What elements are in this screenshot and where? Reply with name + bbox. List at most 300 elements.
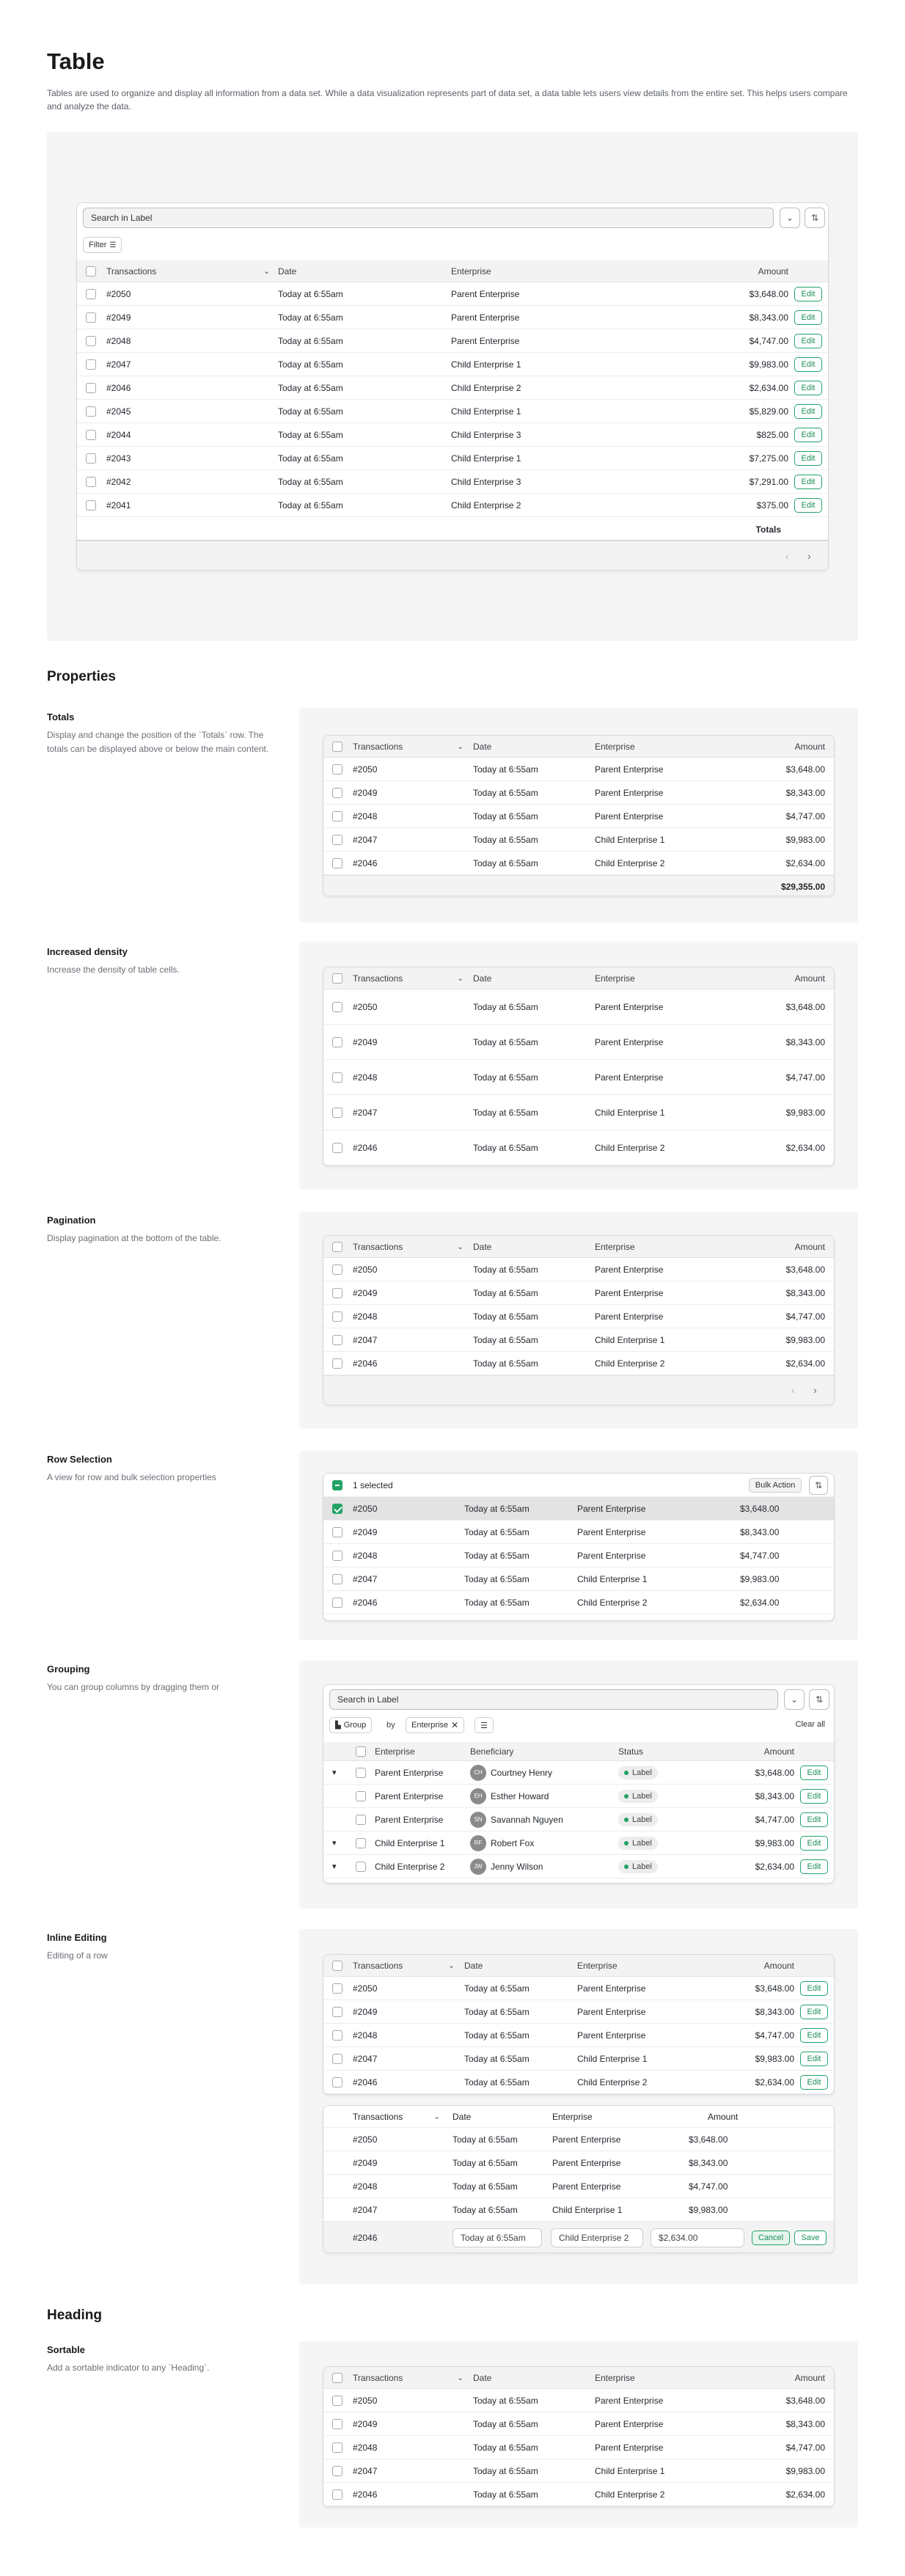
row-checkbox[interactable]	[332, 1288, 342, 1298]
enterprise-input[interactable]: Child Enterprise 2	[551, 2228, 643, 2247]
status-label: Label	[632, 1838, 652, 1848]
enterprise-cell: Child Enterprise 2	[451, 382, 521, 393]
grouping-header	[323, 1742, 834, 1761]
date-cell: Today at 6:55am	[473, 1072, 538, 1083]
header-enterprise[interactable]: Enterprise	[577, 1960, 618, 1971]
amount-cell: $4,747.00	[785, 1072, 825, 1083]
table-row[interactable]	[323, 2459, 834, 2483]
date-cell: Today at 6:55am	[473, 1107, 538, 1118]
chevron-left-icon[interactable]: ‹	[785, 550, 789, 562]
heading-heading: Heading	[47, 2308, 102, 2323]
sort-chevron-icon[interactable]: ⌄	[457, 974, 464, 983]
edit-button[interactable]: Edit	[800, 1859, 828, 1874]
row-checkbox[interactable]	[332, 1265, 342, 1275]
table-row[interactable]	[323, 758, 834, 781]
row-checkbox[interactable]	[86, 312, 96, 323]
chevron-down-icon[interactable]: ⌄	[784, 1689, 805, 1710]
table-row[interactable]	[323, 2175, 834, 2198]
edit-button[interactable]: Edit	[794, 357, 822, 372]
row-checkbox[interactable]	[356, 1838, 366, 1848]
table-row[interactable]	[77, 423, 828, 447]
status-badge	[618, 1813, 658, 1826]
date-cell: Today at 6:55am	[464, 1503, 530, 1514]
filter-label: Filter	[89, 241, 107, 249]
amount-cell: $4,747.00	[740, 1550, 780, 1561]
bulk-action-button[interactable]: Bulk Action	[749, 1478, 802, 1493]
amount-cell: $2,634.00	[740, 1597, 780, 1608]
table-row[interactable]	[323, 2000, 834, 2024]
amount-cell: $3,648.00	[755, 1983, 794, 1994]
row-checkbox[interactable]	[356, 1815, 366, 1825]
cancel-button[interactable]: Cancel	[752, 2231, 790, 2245]
enterprise-cell: Child Enterprise 1	[451, 453, 521, 464]
group-row[interactable]	[323, 1808, 834, 1832]
date-cell: Today at 6:55am	[452, 2181, 518, 2192]
row-checkbox[interactable]	[332, 1551, 342, 1561]
date-cell: Today at 6:55am	[278, 476, 343, 487]
row-checkbox[interactable]	[356, 1791, 366, 1801]
table-row[interactable]	[323, 805, 834, 828]
save-button[interactable]: Save	[794, 2231, 827, 2245]
hero-table	[76, 202, 829, 571]
row-checkbox[interactable]	[86, 359, 96, 370]
amount-cell: $4,747.00	[755, 2030, 794, 2041]
select-all-checkbox[interactable]	[86, 266, 96, 277]
table-row[interactable]	[77, 306, 828, 329]
transaction-id: #2049	[106, 312, 131, 323]
expand-chevron-icon[interactable]: ▾	[332, 1862, 337, 1871]
header-date[interactable]: Date	[473, 1241, 492, 1252]
row-checkbox[interactable]	[332, 1598, 342, 1608]
table-row[interactable]	[323, 1305, 834, 1328]
date-cell: Today at 6:55am	[473, 787, 538, 798]
totals-row	[323, 875, 834, 896]
enterprise-cell: Parent Enterprise	[595, 1287, 664, 1298]
transaction-id: #2048	[353, 1072, 378, 1083]
date-cell: Today at 6:55am	[278, 359, 343, 370]
table-row[interactable]	[323, 1521, 834, 1544]
edit-button[interactable]: Edit	[800, 1981, 828, 1996]
group-row[interactable]	[323, 1855, 834, 1878]
transaction-id: #2049	[353, 1287, 378, 1298]
amount-cell: $9,983.00	[785, 2465, 825, 2476]
header-date[interactable]: Date	[278, 266, 297, 277]
transaction-id: #2049	[353, 2157, 378, 2168]
row-checkbox[interactable]	[332, 2007, 342, 2017]
header-transactions[interactable]: Transactions	[353, 2111, 403, 2122]
edit-button[interactable]: Edit	[794, 381, 822, 395]
transaction-id: #2047	[353, 1573, 378, 1584]
table-row[interactable]	[77, 470, 828, 494]
date-cell: Today at 6:55am	[473, 1358, 538, 1369]
transaction-id: #2046	[353, 2489, 378, 2500]
chevron-right-icon[interactable]: ›	[813, 1384, 817, 1396]
date-cell: Today at 6:55am	[473, 1036, 538, 1047]
header-amount[interactable]: Amount	[794, 741, 825, 752]
edit-button[interactable]: Edit	[794, 428, 822, 442]
table-header	[323, 736, 834, 758]
header-transactions[interactable]: Transactions	[353, 973, 403, 984]
table-row[interactable]	[323, 828, 834, 852]
row-checkbox[interactable]	[86, 477, 96, 487]
row-checkbox[interactable]	[332, 2396, 342, 2406]
transaction-id: #2047	[353, 1107, 378, 1118]
header-transactions[interactable]: Transactions	[353, 1241, 403, 1252]
row-checkbox[interactable]	[332, 2443, 342, 2453]
header-amount[interactable]: Amount	[708, 2111, 739, 2122]
search-input[interactable]: Search in Label	[83, 208, 774, 228]
select-all-checkbox[interactable]	[356, 1746, 366, 1757]
amount-cell: $8,343.00	[785, 1287, 825, 1298]
transaction-id: #2046	[106, 382, 131, 393]
hero-preview	[47, 132, 858, 641]
enterprise-cell: Child Enterprise 1	[451, 359, 521, 370]
density-description: Increase the density of table cells.	[47, 965, 180, 975]
selected-count: 1 selected	[353, 1479, 393, 1490]
sort-toggle-icon[interactable]: ⇅	[809, 1476, 828, 1495]
amount-cell: $4,747.00	[785, 1311, 825, 1322]
clear-all-link[interactable]: Clear all	[795, 1720, 825, 1729]
edit-button[interactable]: Edit	[794, 334, 822, 348]
properties-heading: Properties	[47, 669, 116, 684]
header-amount[interactable]: Amount	[763, 1960, 794, 1971]
table-row[interactable]	[323, 2071, 834, 2094]
table-row[interactable]	[323, 2389, 834, 2412]
amount-cell: $9,983.00	[785, 834, 825, 845]
table-row[interactable]	[323, 1281, 834, 1305]
edit-button[interactable]: Edit	[800, 1836, 828, 1851]
date-cell: Today at 6:55am	[473, 1334, 538, 1345]
header-enterprise[interactable]: Enterprise	[595, 2372, 635, 2383]
grouping-search-input[interactable]: Search in Label	[329, 1689, 778, 1710]
row-checkbox[interactable]	[356, 1862, 366, 1872]
enterprise-cell: Parent Enterprise	[552, 2134, 621, 2145]
sort-toggle-icon[interactable]: ⇅	[809, 1689, 829, 1710]
avatar: EH	[470, 1788, 486, 1804]
transaction-id: #2050	[353, 1503, 378, 1514]
transaction-id: #2044	[106, 429, 131, 440]
enterprise-cell: Parent Enterprise	[451, 335, 520, 346]
table-row[interactable]	[77, 353, 828, 376]
table-row[interactable]	[77, 494, 828, 517]
row-checkbox[interactable]	[332, 2419, 342, 2429]
header-enterprise[interactable]: Enterprise	[595, 1241, 635, 1252]
amount-cell: $3,648.00	[785, 1264, 825, 1275]
transaction-id: #2047	[353, 2053, 378, 2064]
density-title: Increased density	[47, 946, 128, 957]
row-checkbox[interactable]	[332, 1143, 342, 1153]
amount-cell: $2,634.00	[785, 1358, 825, 1369]
header-date[interactable]: Date	[464, 1960, 483, 1971]
table-row[interactable]	[323, 989, 834, 1025]
row-checkbox[interactable]	[86, 383, 96, 393]
row-checkbox[interactable]	[332, 764, 342, 775]
avatar: SN	[470, 1812, 486, 1828]
row-checkbox[interactable]	[86, 500, 96, 511]
grouping-panel	[299, 1661, 858, 1909]
transaction-id: #2046	[353, 2232, 378, 2243]
table-row[interactable]	[323, 1328, 834, 1352]
date-cell: Today at 6:55am	[452, 2134, 518, 2145]
sort-chevron-icon[interactable]: ⌄	[433, 2112, 441, 2121]
table-row[interactable]	[323, 1567, 834, 1591]
status-label: Label	[632, 1791, 652, 1801]
expand-chevron-icon[interactable]: ▾	[332, 1768, 337, 1777]
sortable-table	[323, 2366, 835, 2507]
amount-cell: $8,343.00	[785, 787, 825, 798]
table-row[interactable]	[323, 1060, 834, 1095]
inline-description: Editing of a row	[47, 1950, 108, 1961]
table-row[interactable]	[77, 447, 828, 470]
enterprise-cell: Child Enterprise 2	[595, 857, 665, 868]
edit-button[interactable]: Edit	[794, 475, 822, 489]
row-checkbox[interactable]	[332, 1072, 342, 1083]
sort-chevron-icon[interactable]: ⌄	[457, 742, 464, 751]
header-enterprise[interactable]: Enterprise	[552, 2111, 593, 2122]
date-cell: Today at 6:55am	[464, 2053, 530, 2064]
chevron-right-icon[interactable]: ›	[807, 550, 811, 562]
enterprise-cell: Child Enterprise 1	[595, 1107, 665, 1118]
enterprise-cell: Parent Enterprise	[577, 2006, 646, 2017]
header-transactions[interactable]: Transactions	[106, 266, 157, 277]
row-checkbox[interactable]	[332, 1037, 342, 1047]
date-input[interactable]: Today at 6:55am	[452, 2228, 542, 2247]
row-checkbox[interactable]	[86, 336, 96, 346]
row-checkbox[interactable]	[86, 289, 96, 299]
table-row[interactable]	[323, 781, 834, 805]
table-row[interactable]	[323, 1591, 834, 1614]
table-row[interactable]	[323, 1130, 834, 1166]
close-icon[interactable]: ✕	[451, 1720, 459, 1730]
enterprise-cell: Parent Enterprise	[595, 1264, 664, 1275]
edit-button[interactable]: Edit	[794, 451, 822, 466]
enterprise-cell: Parent Enterprise	[451, 288, 520, 299]
amount-cell: $4,747.00	[749, 335, 788, 346]
enterprise-cell: Child Enterprise 1	[577, 2053, 648, 2064]
sort-chevron-icon[interactable]: ⌄	[457, 2374, 464, 2382]
row-checkbox[interactable]	[332, 811, 342, 822]
edit-button[interactable]: Edit	[794, 310, 822, 325]
select-all-checkbox[interactable]	[332, 1242, 342, 1252]
row-checkbox[interactable]	[332, 835, 342, 845]
pagination-title: Pagination	[47, 1215, 96, 1226]
edit-button[interactable]: Edit	[800, 1789, 828, 1804]
grouping-title: Grouping	[47, 1664, 90, 1675]
table-row[interactable]	[323, 2024, 834, 2047]
row-checkbox[interactable]	[332, 1527, 342, 1537]
sort-chevron-icon[interactable]: ⌄	[448, 1961, 455, 1970]
filter-icon: ☰	[109, 241, 117, 249]
row-checkbox[interactable]	[332, 2466, 342, 2476]
row-checkbox[interactable]	[332, 1574, 342, 1584]
table-row[interactable]	[323, 1544, 834, 1567]
amount-cell: $3,648.00	[785, 2395, 825, 2406]
status-cell	[618, 1808, 658, 1831]
edit-button[interactable]: Edit	[800, 1765, 828, 1780]
select-all-checkbox[interactable]	[332, 1961, 342, 1971]
pagination-description: Display pagination at the bottom of the table.	[47, 1233, 221, 1243]
status-cell	[618, 1785, 658, 1807]
header-enterprise[interactable]: Enterprise	[451, 266, 491, 277]
table-row[interactable]	[77, 329, 828, 353]
transaction-id: #2047	[353, 1334, 378, 1345]
table-row[interactable]	[323, 2436, 834, 2459]
table-row[interactable]	[323, 2198, 834, 2222]
enterprise-cell: Child Enterprise 2	[375, 1861, 445, 1872]
amount-cell: $9,983.00	[785, 1334, 825, 1345]
date-cell: Today at 6:55am	[464, 1526, 530, 1537]
select-all-checkbox[interactable]	[332, 973, 342, 984]
table-row[interactable]	[77, 400, 828, 423]
amount-cell: $8,343.00	[755, 1790, 794, 1801]
header-amount[interactable]: Amount	[794, 2372, 825, 2383]
row-checkbox[interactable]	[332, 1358, 342, 1369]
row-checkbox[interactable]	[332, 2030, 342, 2041]
status-cell	[618, 1832, 658, 1854]
transaction-id: #2050	[353, 1001, 378, 1012]
row-checkbox[interactable]	[332, 1983, 342, 1994]
amount-cell: $7,275.00	[749, 453, 788, 464]
header-enterprise[interactable]: Enterprise	[595, 741, 635, 752]
transaction-id: #2048	[353, 2181, 378, 2192]
amount-cell: $8,343.00	[785, 1036, 825, 1047]
chevron-down-icon[interactable]: ⌄	[780, 208, 800, 228]
transaction-id: #2050	[353, 1983, 378, 1994]
group-bars-icon: ▙	[335, 1721, 341, 1730]
date-cell: Today at 6:55am	[278, 382, 343, 393]
amount-input[interactable]: $2,634.00	[651, 2228, 744, 2247]
enterprise-cell: Child Enterprise 2	[577, 2076, 648, 2087]
table-row[interactable]	[323, 1025, 834, 1060]
row-checkbox[interactable]	[332, 1504, 342, 1514]
enterprise-cell: Parent Enterprise	[595, 1311, 664, 1322]
edit-button[interactable]: Edit	[800, 2028, 828, 2043]
row-checkbox[interactable]	[332, 2077, 342, 2087]
amount-cell: $375.00	[756, 500, 788, 511]
amount-cell: $8,343.00	[749, 312, 788, 323]
header-enterprise[interactable]: Enterprise	[595, 973, 635, 984]
expand-chevron-icon[interactable]: ▾	[332, 1839, 337, 1848]
header-date[interactable]: Date	[452, 2111, 472, 2122]
group-row[interactable]	[323, 1761, 834, 1785]
status-badge	[618, 1766, 658, 1779]
header-amount[interactable]: Amount	[763, 1746, 794, 1757]
amount-cell: $9,983.00	[755, 1837, 794, 1848]
header-beneficiary[interactable]: Beneficiary	[470, 1746, 514, 1757]
header-date[interactable]: Date	[473, 973, 492, 984]
enterprise-cell: Parent Enterprise	[577, 2030, 646, 2041]
totals-value: $29,355.00	[780, 881, 825, 892]
table-row[interactable]	[323, 2483, 834, 2506]
table-row[interactable]	[323, 1258, 834, 1281]
table-row[interactable]	[323, 2128, 834, 2151]
edit-button[interactable]: Edit	[800, 2005, 828, 2019]
select-all-checkbox[interactable]	[332, 742, 342, 752]
enterprise-cell: Parent Enterprise	[595, 1072, 664, 1083]
table-row[interactable]	[323, 2151, 834, 2175]
table-header	[323, 1236, 834, 1258]
header-transactions[interactable]: Transactions	[353, 1960, 403, 1971]
chevron-left-icon[interactable]: ‹	[791, 1384, 795, 1396]
edit-button[interactable]: Edit	[794, 498, 822, 513]
filter-button[interactable]	[83, 237, 122, 253]
status-dot-icon	[624, 1818, 629, 1822]
row-checkbox[interactable]	[332, 1108, 342, 1118]
table-row[interactable]	[323, 1497, 834, 1521]
table-header	[323, 967, 834, 989]
sort-toggle-icon[interactable]: ⇅	[805, 208, 825, 228]
row-checkbox[interactable]	[86, 453, 96, 464]
row-checkbox[interactable]	[332, 1002, 342, 1012]
row-checkbox[interactable]	[356, 1768, 366, 1778]
header-amount[interactable]: Amount	[794, 1241, 825, 1252]
table-row[interactable]	[323, 1095, 834, 1130]
table-row[interactable]	[323, 1977, 834, 2000]
table-row[interactable]	[323, 1352, 834, 1375]
sort-chevron-icon[interactable]: ⌄	[263, 267, 271, 276]
enterprise-cell: Child Enterprise 1	[451, 406, 521, 417]
row-checkbox[interactable]	[86, 406, 96, 417]
table-row[interactable]	[323, 2412, 834, 2436]
row-checkbox[interactable]	[332, 788, 342, 798]
header-date[interactable]: Date	[473, 2372, 492, 2383]
header-amount[interactable]: Amount	[794, 973, 825, 984]
beneficiary-cell	[470, 1761, 552, 1784]
row-checkbox[interactable]	[332, 2489, 342, 2500]
filter-icon[interactable]: ☰	[475, 1717, 494, 1733]
edit-button[interactable]: Edit	[800, 1812, 828, 1827]
transaction-id: #2050	[353, 2395, 378, 2406]
edit-button[interactable]: Edit	[800, 2052, 828, 2066]
editing-row[interactable]	[323, 2222, 834, 2253]
edit-button[interactable]: Edit	[794, 287, 822, 301]
group-row[interactable]	[323, 1832, 834, 1855]
row-checkbox[interactable]	[86, 430, 96, 440]
table-row[interactable]	[77, 282, 828, 306]
enterprise-cell: Child Enterprise 2	[595, 1142, 665, 1153]
table-row[interactable]	[77, 376, 828, 400]
header-transactions[interactable]: Transactions	[353, 2372, 403, 2383]
table-row[interactable]	[323, 2047, 834, 2071]
row-checkbox[interactable]	[332, 2054, 342, 2064]
date-cell: Today at 6:55am	[473, 1264, 538, 1275]
group-chip-enterprise[interactable]	[406, 1717, 464, 1733]
row-checkbox[interactable]	[332, 1311, 342, 1322]
select-all-checkbox[interactable]	[332, 2373, 342, 2383]
row-checkbox[interactable]	[332, 858, 342, 868]
transaction-id: #2043	[106, 453, 131, 464]
amount-cell: $9,983.00	[785, 1107, 825, 1118]
select-all-checkbox[interactable]	[332, 1480, 342, 1490]
header-date[interactable]: Date	[473, 741, 492, 752]
header-transactions[interactable]: Transactions	[353, 741, 403, 752]
header-status[interactable]: Status	[618, 1746, 644, 1757]
group-button[interactable]	[329, 1717, 372, 1733]
edit-button[interactable]: Edit	[800, 2075, 828, 2090]
header-enterprise[interactable]: Enterprise	[375, 1746, 415, 1757]
table-row[interactable]	[323, 852, 834, 875]
sort-chevron-icon[interactable]: ⌄	[457, 1243, 464, 1251]
transaction-id: #2050	[353, 764, 378, 775]
group-row[interactable]	[323, 1785, 834, 1808]
row-checkbox[interactable]	[332, 1335, 342, 1345]
edit-button[interactable]: Edit	[794, 404, 822, 419]
transaction-id: #2041	[106, 500, 131, 511]
transaction-id: #2046	[353, 1358, 378, 1369]
totals-row	[77, 519, 828, 541]
header-amount[interactable]: Amount	[758, 266, 788, 277]
amount-cell: $3,648.00	[785, 1001, 825, 1012]
